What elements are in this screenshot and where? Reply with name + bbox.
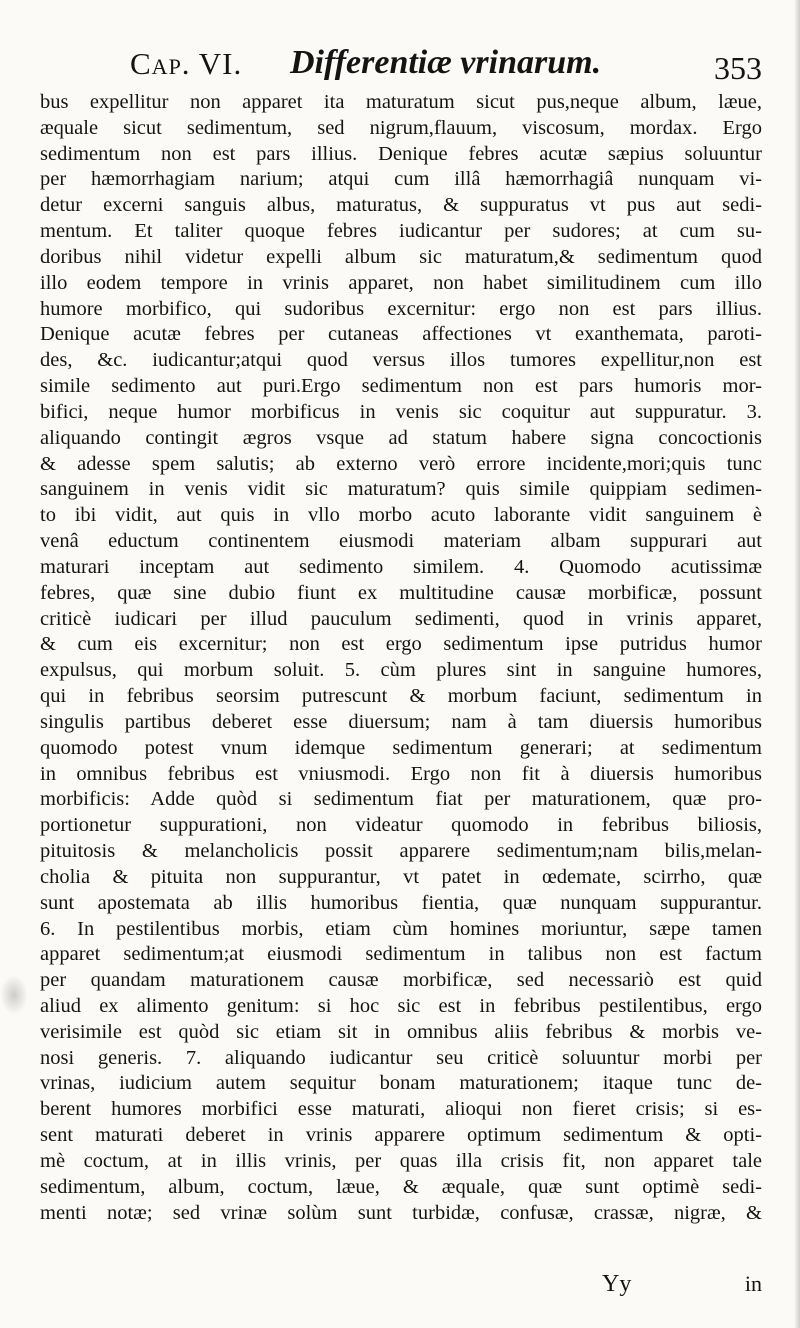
- text-line: sent maturati deberet in vrinis apparere optimum sedimentum & opti-: [40, 1124, 762, 1147]
- text-line: sedimentum non est pars illius. Denique febres acutæ sæpius soluuntur: [40, 142, 762, 165]
- text-line: febres, quæ sine dubio fiunt ex multitudine causæ morbificæ, possunt: [40, 581, 762, 604]
- page-number: 353: [714, 50, 762, 86]
- text-line: Denique acutæ febres per cutaneas affectiones vt exanthemata, paroti-: [40, 323, 762, 346]
- text-line: des, &c. iudicantur;atqui quod versus illos tumores expellitur,non est: [40, 349, 762, 372]
- text-line: morbificis: Adde quòd si sedimentum fiat per maturationem, quæ pro-: [40, 788, 762, 811]
- text-line: criticè iudicari per illud pauculum sedimenti, quod in vrinis apparet,: [40, 607, 762, 630]
- chapter-label: Cap. VI.: [130, 46, 243, 81]
- text-line: mè coctum, at in illis vrinis, per quas illa crisis fit, non apparet tale: [40, 1149, 762, 1172]
- text-line: pituitosis & melancholicis possit apparere sedimentum;nam bilis,melan-: [40, 840, 762, 863]
- running-title: Differentiæ vrinarum.: [290, 44, 602, 81]
- page-footer: [40, 1271, 762, 1305]
- text-line: berent humores morbifici esse maturati, alioqui non fieret crisis; si es-: [40, 1098, 762, 1121]
- text-line: simile sedimento aut puri.Ergo sedimentum non est pars humoris mor-: [40, 375, 762, 398]
- text-line: mentum. Et taliter quoque febres iudicantur per sudores; at cum su-: [40, 220, 762, 243]
- text-line: apparet sedimentum;at eiusmodi sedimentum in talibus non est factum: [40, 943, 762, 966]
- text-line: aliud ex alimento genitum: si hoc sic est in febribus pestilentibus, ergo: [40, 994, 762, 1017]
- text-line: aliquando contingit ægros vsque ad statum habere signa concoctionis: [40, 426, 762, 449]
- text-line: maturari inceptam aut sedimento similem. 4. Quomodo acutissimæ: [40, 555, 762, 578]
- text-line: menti notæ; sed vrinæ solùm sunt turbidæ, confusæ, crassæ, nigræ, &: [40, 1201, 762, 1224]
- text-line: nosi generis. 7. aliquando iudicantur seu criticè soluuntur morbi per: [40, 1046, 762, 1069]
- text-line: doribus nihil videtur expelli album sic maturatum,& sedimentum quod: [40, 245, 762, 268]
- text-line: sunt apostemata ab illis humoribus fientia, quæ nunquam suppurantur.: [40, 891, 762, 914]
- text-line: æquale sicut sedimentum, sed nigrum,flauum, viscosum, mordax. Ergo: [40, 116, 762, 139]
- text-line: bus expellitur non apparet ita maturatum sicut pus,neque album, læue,: [40, 91, 762, 113]
- text-line: to ibi vidit, aut quis in vllo morbo acuto laborante vidit sanguinem è: [40, 504, 762, 527]
- text-line: qui in febribus seorsim putrescunt & morbum faciunt, sedimentum in: [40, 685, 762, 708]
- running-head: [130, 44, 770, 90]
- text-line: humore morbifico, qui sudoribus excernitur: ergo non est pars illius.: [40, 297, 762, 320]
- text-line: cholia & pituita non suppurantur, vt patet in œdemate, scirrho, quæ: [40, 865, 762, 888]
- text-line: quomodo potest vnum idemque sedimentum generari; at sedimentum: [40, 736, 762, 759]
- text-line: expulsus, qui morbum soluit. 5. cùm plures sint in sanguine humores,: [40, 659, 762, 682]
- body-text: [40, 90, 762, 1226]
- text-line: verisimile est quòd sic etiam sit in omnibus aliis febribus & morbis ve-: [40, 1020, 762, 1043]
- page-edge-shadow: [794, 0, 800, 1328]
- text-line: 6. In pestilentibus morbis, etiam cùm homines moriuntur, sæpe tamen: [40, 917, 762, 940]
- catchword: in: [744, 1271, 762, 1296]
- text-line: detur excerni sanguis albus, maturatus, & suppuratus vt pus aut sedi-: [40, 194, 762, 217]
- signature-mark: Yy: [602, 1271, 632, 1297]
- text-line: & adesse spem salutis; ab externo verò errore incidente,mori;quis tunc: [40, 452, 762, 475]
- text-line: & cum eis excernitur; non est ergo sedimentum ipse putridus humor: [40, 633, 762, 656]
- ink-smudge: [0, 975, 28, 1015]
- text-line: vrinas, iudicium autem sequitur bonam maturationem; itaque tunc de-: [40, 1072, 762, 1095]
- text-line: venâ eductum continentem eiusmodi materiam albam suppurari aut: [40, 530, 762, 553]
- text-line: per quandam maturationem causæ morbificæ, sed necessariò est quid: [40, 969, 762, 992]
- text-line: per hæmorrhagiam narium; atqui cum illâ hæmorrhagiâ nunquam vi-: [40, 168, 762, 191]
- text-line: portionetur suppurationi, non videatur quomodo in febribus biliosis,: [40, 814, 762, 837]
- text-line: illo eodem tempore in vrinis apparet, non habet similitudinem cum illo: [40, 271, 762, 294]
- text-line: bifici, neque humor morbificus in venis sic coquitur aut suppuratur. 3.: [40, 400, 762, 423]
- text-line: singulis partibus deberet esse diuersum; nam à tam diuersis humoribus: [40, 710, 762, 733]
- text-line: sanguinem in venis vidit sic maturatum? quis simile quippiam sedimen-: [40, 478, 762, 501]
- text-line: in omnibus febribus est vniusmodi. Ergo non fit à diuersis humoribus: [40, 762, 762, 785]
- text-line: sedimentum, album, coctum, læue, & æquale, quæ sunt optimè sedi-: [40, 1175, 762, 1198]
